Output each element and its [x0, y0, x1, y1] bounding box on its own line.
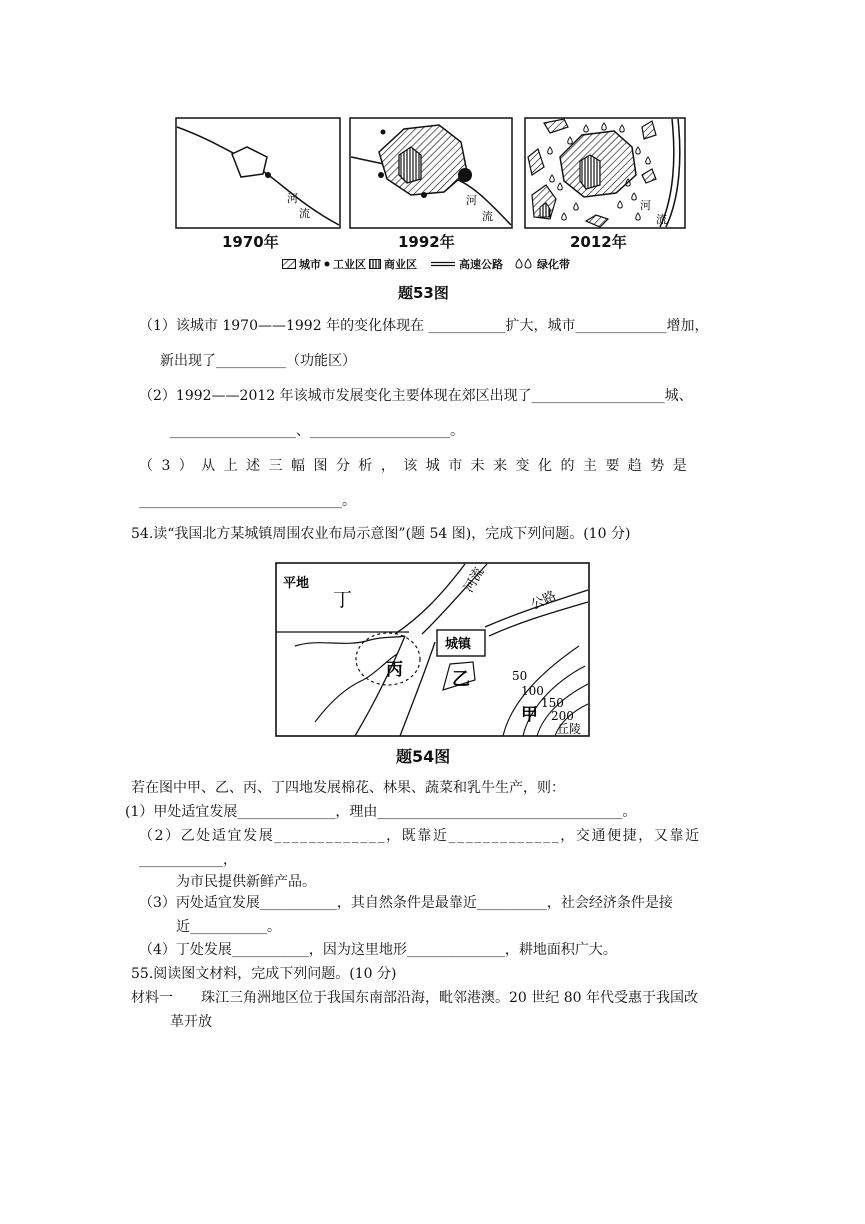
q53-part3-line1: （ 3 ） 从 上 述 三 幅 图 分 析 ， 该 城 市 未 来 变 化 的 主 要 趋 势 是	[139, 458, 689, 474]
label-jia: 甲	[521, 705, 538, 725]
panel-1992-map	[349, 117, 513, 229]
contour-label-100: 100	[521, 684, 544, 698]
contour-label-50: 50	[512, 669, 528, 683]
panel-1970-map	[175, 117, 341, 229]
label-plain: 平地	[283, 576, 310, 591]
year-label-1970: 1970年	[222, 233, 279, 251]
label-town: 城镇	[445, 637, 472, 652]
label-ding: 丁	[333, 589, 353, 611]
q54-stem: 若在图中甲、乙、丙、丁四地发展棉花、林果、蔬菜和乳牛生产，则：	[131, 780, 565, 796]
q55-material1-label: 材料一	[131, 990, 173, 1006]
industrial-dot-icon	[324, 259, 330, 269]
q55-intro: 55.阅读图文材料，完成下列问题。(10 分)	[131, 966, 397, 982]
legend-highway: 高速公路	[459, 258, 503, 271]
river-label-2: 流	[482, 210, 493, 223]
q53-part2-line1: （2）1992——2012 年该城市发展变化主要体现在郊区出现了___________________城、	[139, 388, 693, 404]
river-label-1: 河	[466, 194, 477, 207]
q54-sub2-line1: （2）乙处适宜发展_____________，既靠近_____________，交通便捷，又靠近	[139, 828, 701, 844]
figure-53-caption: 题53图	[398, 284, 449, 302]
year-label-1992: 1992年	[398, 233, 455, 251]
q54-sub4: （4）丁处发展___________，因为这里地形______________，耕地面积广大。	[139, 942, 617, 958]
q54-sub3-line2: 近___________。	[176, 919, 281, 935]
q54-sub3-line1: （3）丙处适宜发展___________，其自然条件是最靠近__________，社会经济条件是接	[139, 895, 673, 911]
contour-label-150: 150	[541, 696, 564, 710]
industrial-dot	[265, 172, 271, 178]
contour-label-200: 200	[551, 709, 574, 723]
q54-intro: 54.读“我国北方某城镇周围农业布局示意图”(题 54 图)，完成下列问题。(10 分)	[131, 526, 631, 542]
q55-material1-text: 珠江三角洲地区位于我国东南部沿海，毗邻港澳。20 世纪 80 年代受惠于我国改	[201, 990, 698, 1006]
q54-sub2-line3: 为市民提供新鲜产品。	[176, 874, 316, 890]
river-label-2: 流	[299, 207, 310, 220]
figure-53-legend	[282, 256, 570, 272]
city-swatch-icon	[282, 259, 296, 269]
river-label-1: 河	[640, 199, 651, 212]
river-label-2: 流	[656, 213, 667, 226]
year-label-2012: 2012年	[570, 233, 627, 251]
legend-greenbelt: 绿化带	[537, 258, 570, 271]
label-hills: 丘陵	[557, 722, 582, 736]
q53-part1-line1: （1）该城市 1970——1992 年的变化体现在 ___________扩大，城市_____________增加，	[139, 318, 709, 334]
figure-54-map	[275, 562, 590, 738]
label-road: 公路	[528, 588, 559, 614]
q53-part1-line2: 新出现了__________（功能区）	[160, 353, 356, 369]
q55-material1-text-cont: 革开放	[170, 1014, 212, 1030]
figure-53	[170, 112, 690, 302]
q54-sub2-line2: ____________，	[139, 852, 237, 868]
legend-commercial: 商业区	[384, 258, 417, 271]
legend-city: 城市	[299, 258, 321, 271]
highway-line-icon	[430, 259, 456, 269]
q53-part2-line2: __________________、____________________。	[170, 423, 464, 439]
legend-industrial: 工业区	[333, 258, 366, 271]
label-river: 河流	[461, 565, 488, 596]
q53-part3-line2: _____________________________。	[139, 493, 356, 509]
label-bing: 丙	[386, 660, 403, 680]
river-label-1: 河	[287, 192, 298, 205]
figure-54-caption: 题54图	[396, 747, 451, 766]
commercial-swatch-icon	[369, 259, 381, 269]
panel-2012-map	[524, 117, 686, 229]
q54-sub1: (1）甲处适宜发展______________，理由___________________________________。	[125, 804, 637, 820]
greenbelt-tree-icon	[514, 258, 534, 270]
label-yi: 乙	[452, 669, 470, 690]
